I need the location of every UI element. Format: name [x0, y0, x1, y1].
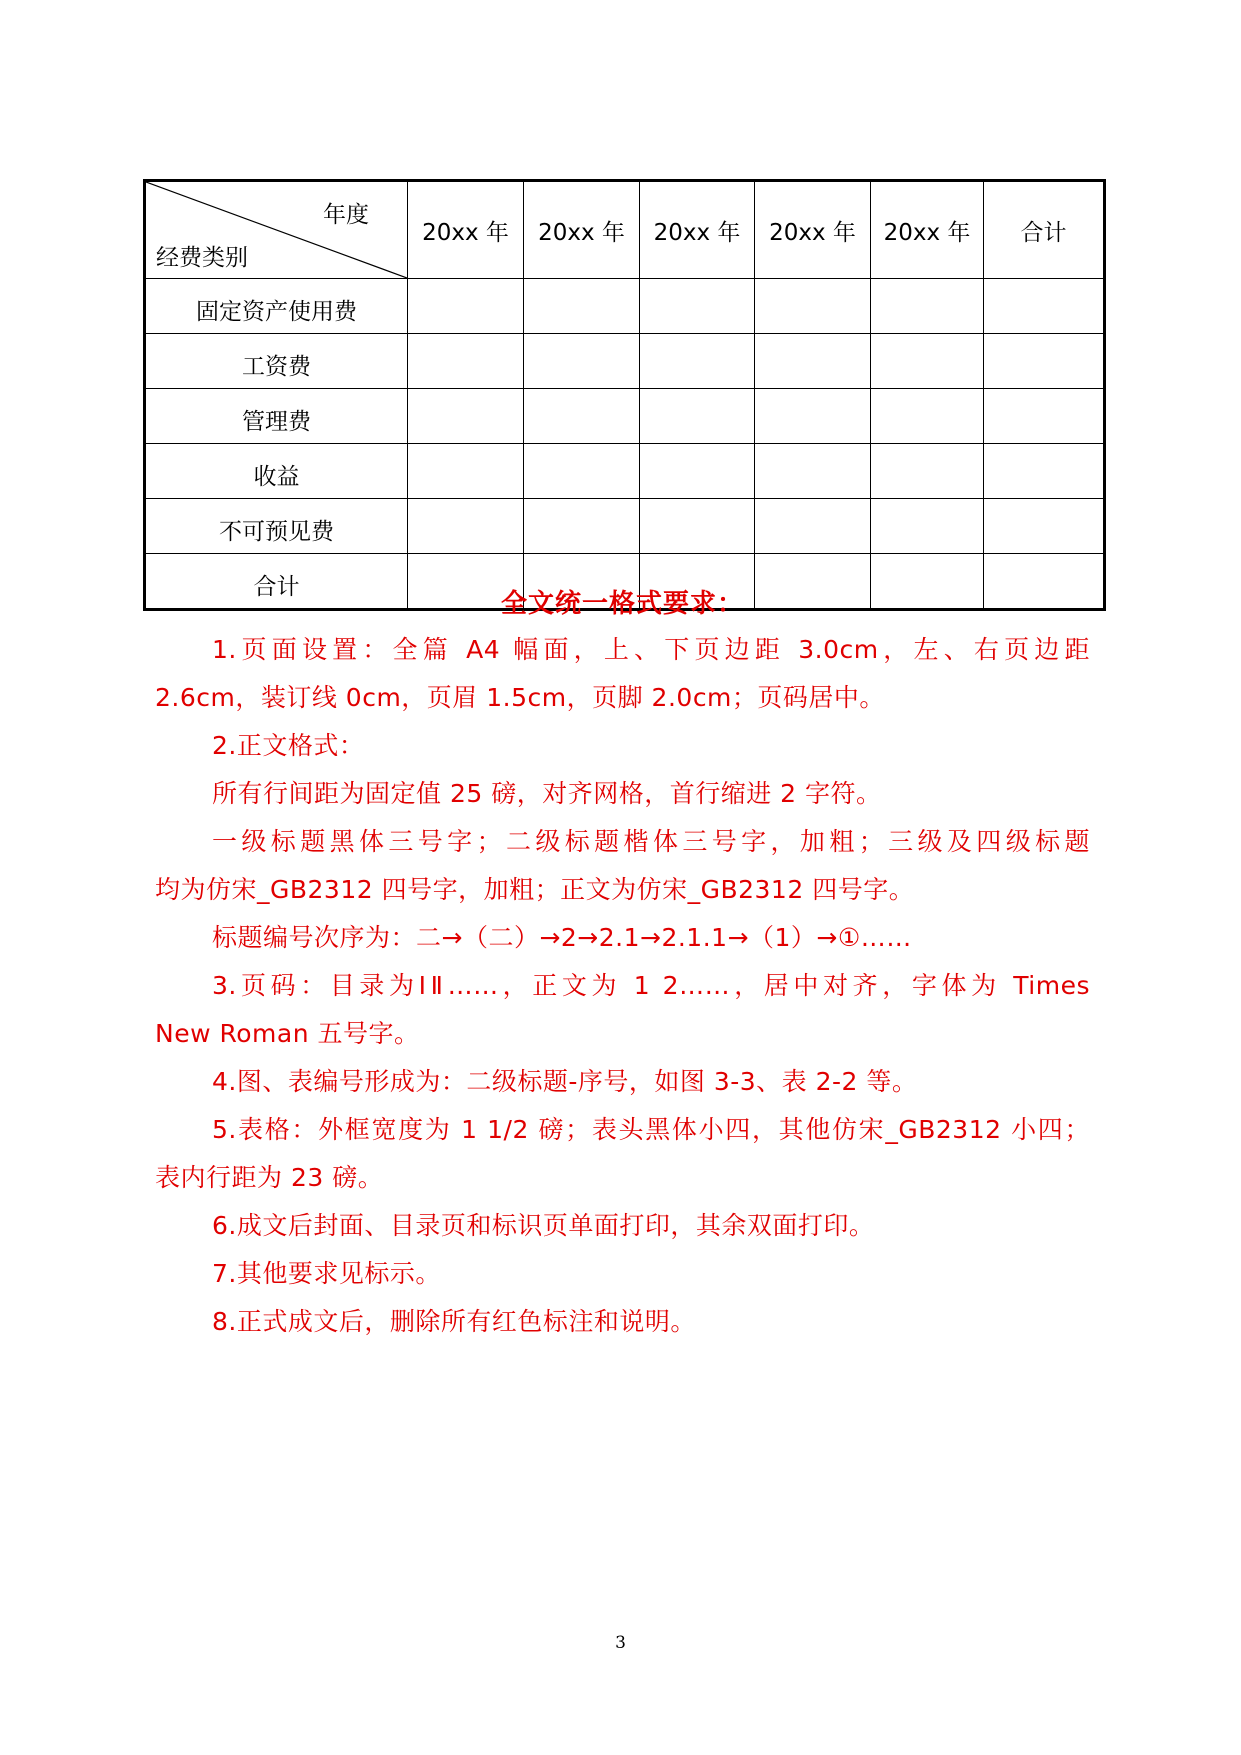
format-requirements-notes: [155, 582, 1090, 1346]
table-cell: [984, 444, 1105, 499]
note-line: 表内行距为 23 磅。: [155, 1163, 384, 1192]
table-cell: [755, 334, 871, 389]
table-row: [145, 389, 1105, 444]
table-cell: [871, 389, 984, 444]
column-header: 20xx 年: [640, 181, 755, 279]
note-line: 7.其他要求见标示。: [212, 1259, 441, 1288]
table-cell: [871, 279, 984, 334]
table-cell: [755, 279, 871, 334]
table-cell: [871, 334, 984, 389]
note-line: 2.6cm，装订线 0cm，页眉 1.5cm，页脚 2.0cm；页码居中。: [155, 683, 885, 712]
table-cell: [408, 279, 524, 334]
note-line: 所有行间距为固定值 25 磅，对齐网格，首行缩进 2 字符。: [212, 779, 882, 808]
table-cell: [524, 279, 640, 334]
table-row: [145, 444, 1105, 499]
note-line: 8.正式成文后，删除所有红色标注和说明。: [212, 1307, 696, 1336]
table-cell: [984, 389, 1105, 444]
note-line: 一级标题黑体三号字；二级标题楷体三号字，加粗；三级及四级标题: [212, 827, 1090, 856]
column-header-total: 合计: [984, 181, 1105, 279]
table-row: [145, 499, 1105, 554]
table-cell: [640, 444, 755, 499]
header-year-label: 年度: [323, 202, 369, 228]
table-cell: [408, 334, 524, 389]
page-number: 3: [615, 1633, 626, 1653]
row-category: 收益: [145, 444, 408, 499]
header-category-label: 经费类别: [156, 245, 248, 271]
table-cell: [408, 499, 524, 554]
notes-title: 全文统一格式要求：: [500, 589, 744, 619]
budget-table: [143, 179, 1106, 611]
row-category: 管理费: [145, 389, 408, 444]
note-line: 1.页面设置：全篇 A4 幅面，上、下页边距 3.0cm，左、右页边距: [212, 635, 1090, 664]
table-cell: [871, 444, 984, 499]
table-cell: [755, 444, 871, 499]
table-header-row: [145, 181, 1105, 279]
table-cell: [755, 389, 871, 444]
note-line: New Roman 五号字。: [155, 1019, 420, 1048]
row-category: 固定资产使用费: [145, 279, 408, 334]
note-line: 5.表格：外框宽度为 1 1/2 磅；表头黑体小四，其他仿宋_GB2312 小四；: [212, 1115, 1090, 1144]
note-line: 标题编号次序为：二→（二）→2→2.1→2.1.1→（1）→①……: [212, 923, 912, 952]
column-header: 20xx 年: [871, 181, 984, 279]
table-cell: [984, 499, 1105, 554]
table-cell: [524, 499, 640, 554]
table-cell: [640, 499, 755, 554]
diagonal-header-cell: [145, 181, 408, 279]
column-header: 20xx 年: [408, 181, 524, 279]
table-cell: [640, 279, 755, 334]
table-cell: [524, 444, 640, 499]
table-cell: [984, 334, 1105, 389]
row-category: 不可预见费: [145, 499, 408, 554]
row-category: 合计: [145, 554, 408, 610]
note-line: 2.正文格式：: [212, 731, 365, 760]
column-header: 20xx 年: [755, 181, 871, 279]
note-line: 6.成文后封面、目录页和标识页单面打印，其余双面打印。: [212, 1211, 875, 1240]
table-cell: [640, 334, 755, 389]
column-header: 20xx 年: [524, 181, 640, 279]
table-cell: [640, 389, 755, 444]
table-row: [145, 279, 1105, 334]
table-cell: [408, 389, 524, 444]
table-cell: [871, 499, 984, 554]
table-cell: [524, 389, 640, 444]
table-cell: [755, 499, 871, 554]
note-line: 4.图、表编号形成为：二级标题-序号，如图 3-3、表 2-2 等。: [212, 1067, 918, 1096]
table-cell: [524, 334, 640, 389]
table-cell: [408, 444, 524, 499]
note-line: 均为仿宋_GB2312 四号字，加粗；正文为仿宋_GB2312 四号字。: [155, 875, 915, 904]
note-line: 3.页码：目录为ⅠⅡ……，正文为 1 2……，居中对齐，字体为 Times: [212, 971, 1090, 1000]
table-row: [145, 334, 1105, 389]
row-category: 工资费: [145, 334, 408, 389]
table-cell: [984, 279, 1105, 334]
